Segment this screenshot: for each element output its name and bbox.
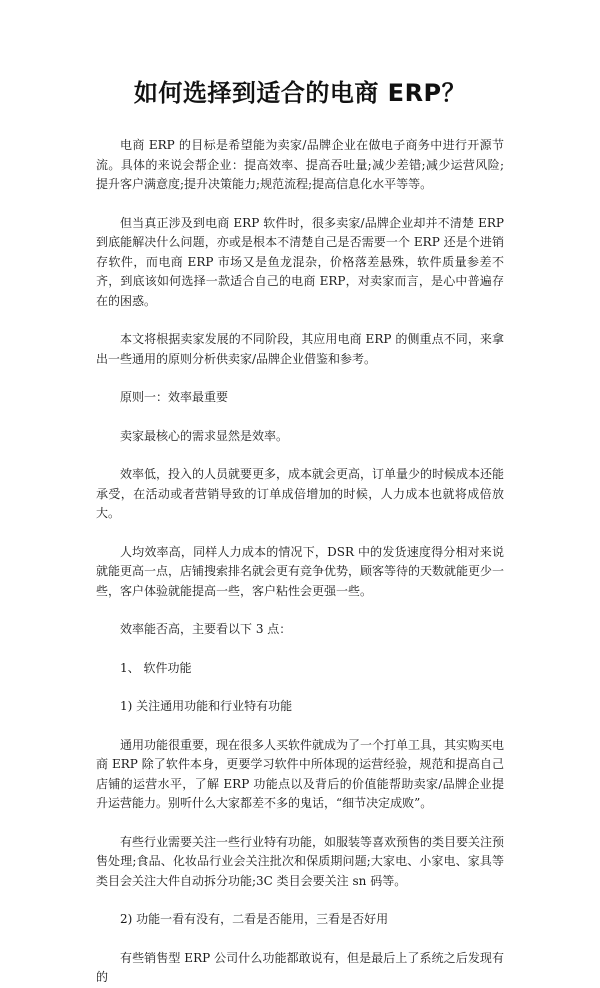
paragraph-three-points: 效率能否高，主要看以下 3 点： xyxy=(120,622,292,636)
principle-heading: 原则一：效率最重要 xyxy=(120,390,229,404)
paragraph-general-features: 通用功能很重要，现在很多人买软件就成为了一个打单工具，其实购买电商 ERP 除了软件本身，更要学习软件中所体现的运营经验，规范和提高自己店铺的运营水平，了解 ERP 功能点以及背后的价值能帮助卖家/品牌企业提升运营能力。别听什么大家都差不多的鬼话，“细节决定成败”。 xyxy=(96,737,505,810)
paragraph-core-need: 卖家最核心的需求显然是效率。 xyxy=(120,428,289,443)
subheading-feature-check: 2) 功能一看有没有，二看是否能用，三看是否好用 xyxy=(120,912,389,926)
paragraph-low-efficiency: 效率低，投入的人员就要更多，成本就会更高，订单量少的时候成本还能承受，在活动或者营销导致的订单成倍增加的时候，人力成本也就将成倍放大。 xyxy=(96,467,505,520)
paragraph-sales-erp: 有些销售型 ERP 公司什么功能都敢说有，但是最后上了系统之后发现有的 xyxy=(96,950,504,984)
paragraph-high-efficiency: 人均效率高，同样人力成本的情况下，DSR 中的发货速度得分相对来说就能更高一点，店铺搜索排名就会更有竞争优势，顾客等待的天数就能更少一些，客户体验就能提高一些，客户粘性会更强一些。 xyxy=(96,544,505,598)
subheading-general-features: 1) 关注通用功能和行业特有功能 xyxy=(120,699,293,713)
document-title: 如何选择到适合的电商 ERP？ xyxy=(133,79,467,107)
paragraph-intro: 电商 ERP 的目标是希望能为卖家/品牌企业在做电子商务中进行开源节流。具体的来说会帮企业：提高效率、提高吞吐量;减少差错;减少运营风险;提升客户满意度;提升决策能力;规范流程;提高信息化水平等等。 xyxy=(96,138,504,191)
section-heading-software-features: 1、 软件功能 xyxy=(120,660,192,675)
paragraph-problem: 但当真正涉及到电商 ERP 软件时，很多卖家/品牌企业却并不清楚 ERP 到底能解决什么问题，亦或是根本不清楚自己是否需要一个 ERP 还是个进销存软件，而电商 ERP 市场又是鱼龙混杂，价格落差悬殊，软件质量参差不齐，到底该如何选择一款适合自己的电商 ERP，对卖家而言，是心中普遍存在的困惑。 xyxy=(96,215,504,308)
paragraph-purpose: 本文将根据卖家发展的不同阶段，其应用电商 ERP 的侧重点不同，来拿出一些通用的原则分析供卖家/品牌企业借鉴和参考。 xyxy=(96,332,504,366)
paragraph-industry-features: 有些行业需要关注一些行业特有功能，如服装等喜欢预售的类目要关注预售处理;食品、化妆品行业会关注批次和保质期问题;大家电、小家电、家具等类目会关注大件自动拆分功能;3C 类目会要关注 sn 码等。 xyxy=(96,834,505,888)
